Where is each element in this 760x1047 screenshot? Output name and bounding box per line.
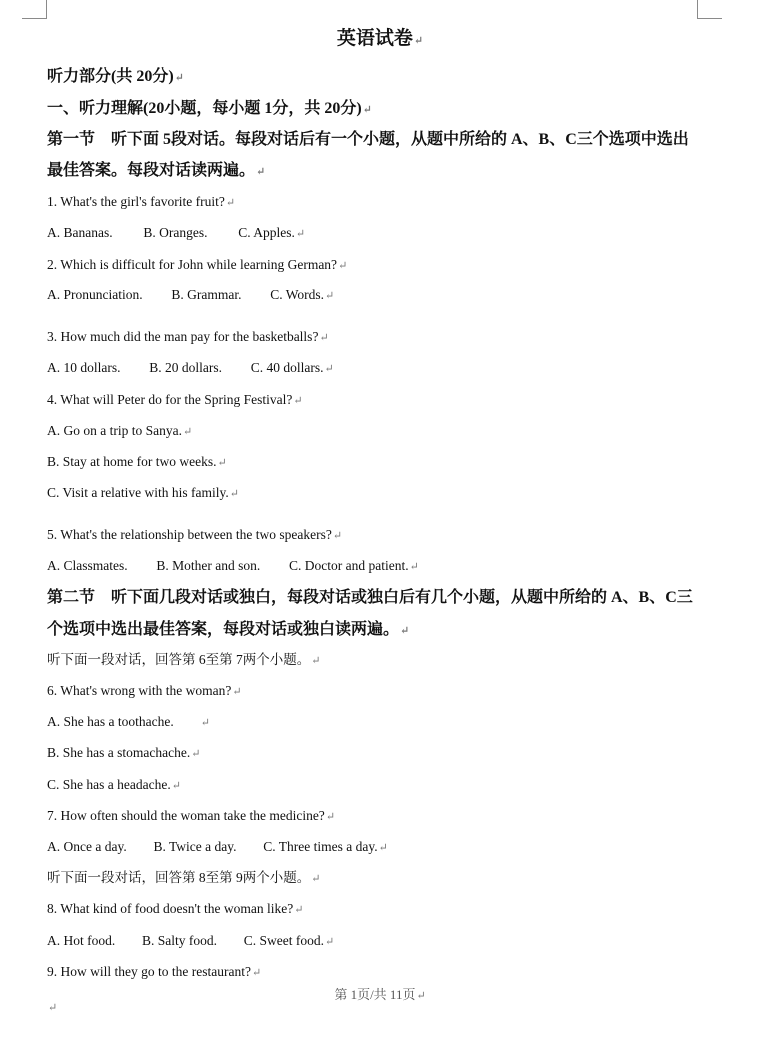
paragraph-mark-icon: ↵ xyxy=(200,717,210,729)
paragraph-mark-icon: ↵ xyxy=(338,260,348,272)
paragraph-mark-icon: ↵ xyxy=(319,332,329,344)
option-b: B. Twice a day. xyxy=(153,839,237,854)
paragraph-mark-icon: ↵ xyxy=(171,780,181,792)
paragraph-mark-icon: ↵ xyxy=(332,530,343,542)
question-4-option-a: A. Go on a trip to Sanya.↵ xyxy=(47,423,193,438)
paragraph-mark-icon: ↵ xyxy=(409,561,419,573)
option-b: B. Oranges. xyxy=(143,225,208,240)
instruction-q6-q7: 听下面一段对话，回答第 6至第 7两个小题。↵ xyxy=(47,652,321,667)
paragraph-mark-icon: ↵ xyxy=(294,904,304,916)
option-a: A. Bananas. xyxy=(47,225,113,240)
paragraph-mark-icon: ↵ xyxy=(413,35,424,47)
paragraph-mark-icon: ↵ xyxy=(378,842,388,854)
question-6-option-b: B. She has a stomachache.↵ xyxy=(47,745,201,760)
instruction-q8-q9: 听下面一段对话，回答第 8至第 9两个小题。↵ xyxy=(47,870,321,885)
subsection-1-instruction-cont: 最佳答案。每段对话读两遍。↵ xyxy=(47,162,266,179)
question-6-option-a: A. She has a toothache. ↵ xyxy=(47,714,210,729)
crop-mark-top-left xyxy=(22,0,47,19)
paragraph-mark-icon: ↵ xyxy=(416,990,426,1002)
question-5-options xyxy=(47,557,419,576)
option-b: B. Grammar. xyxy=(171,287,242,302)
page-footer: 第 1页/共 11页↵ xyxy=(334,987,426,1002)
paragraph-mark-icon: ↵ xyxy=(174,72,184,84)
question-4-option-b: B. Stay at home for two weeks.↵ xyxy=(47,454,227,469)
option-a: A. Classmates. xyxy=(47,558,128,573)
paragraph-mark-icon: ↵ xyxy=(362,104,372,116)
option-c: C. Three times a day. xyxy=(263,839,378,854)
paragraph-mark-icon: ↵ xyxy=(295,228,306,240)
question-3-options xyxy=(47,359,334,378)
empty-paragraph xyxy=(47,998,57,1017)
question-3: 3. How much did the man pay for the basketballs?↵ xyxy=(47,329,329,344)
question-1-options xyxy=(47,224,305,243)
option-b: B. 20 dollars. xyxy=(149,360,222,375)
option-a: A. 10 dollars. xyxy=(47,360,121,375)
paragraph-mark-icon: ↵ xyxy=(400,625,410,637)
option-b: B. Salty food. xyxy=(142,933,218,948)
paragraph-mark-icon: ↵ xyxy=(325,811,336,823)
paragraph-mark-icon: ↵ xyxy=(251,967,262,979)
paragraph-mark-icon: ↵ xyxy=(311,655,321,667)
option-a: A. Pronunciation. xyxy=(47,287,143,302)
option-c: C. Words. xyxy=(270,287,325,302)
option-b: B. Mother and son. xyxy=(156,558,261,573)
paragraph-mark-icon: ↵ xyxy=(311,873,321,885)
option-a: A. Hot food. xyxy=(47,933,116,948)
paragraph-mark-icon: ↵ xyxy=(325,290,335,302)
option-c: C. Apples. xyxy=(238,225,295,240)
paragraph-mark-icon: ↵ xyxy=(225,197,236,209)
paragraph-mark-icon: ↵ xyxy=(191,748,201,760)
question-4: 4. What will Peter do for the Spring Festival?↵ xyxy=(47,392,303,407)
question-8: 8. What kind of food doesn't the woman like?↵ xyxy=(47,901,304,916)
question-8-options xyxy=(47,932,334,951)
option-c: C. Doctor and patient. xyxy=(289,558,409,573)
question-6: 6. What's wrong with the woman?↵ xyxy=(47,683,242,698)
question-1: 1. What's the girl's favorite fruit?↵ xyxy=(47,194,236,209)
paragraph-mark-icon: ↵ xyxy=(232,686,242,698)
subsection-1-instruction: 第一节 听下面 5段对话。每段对话后有一个小题，从题中所给的 A、B、C三个选项中选出 xyxy=(47,131,689,148)
question-7-options xyxy=(47,838,388,857)
subsection-2-instruction-cont: 个选项中选出最佳答案，每段对话或独白读两遍。↵ xyxy=(47,621,410,638)
paragraph-mark-icon: ↵ xyxy=(182,426,193,438)
part-heading: 听力部分(共 20分)↵ xyxy=(47,68,184,85)
question-2-options xyxy=(47,286,334,305)
paragraph-mark-icon: ↵ xyxy=(229,488,240,500)
document-title: 英语试卷↵ xyxy=(336,28,424,49)
question-4-option-c: C. Visit a relative with his family.↵ xyxy=(47,485,240,500)
paragraph-mark-icon: ↵ xyxy=(325,936,335,948)
paragraph-mark-icon: ↵ xyxy=(217,457,227,469)
paragraph-mark-icon: ↵ xyxy=(256,166,266,178)
paragraph-mark-icon: ↵ xyxy=(48,1002,58,1014)
option-c: C. Sweet food. xyxy=(243,933,325,948)
option-a: A. Once a day. xyxy=(47,839,127,854)
crop-mark-top-right xyxy=(697,0,722,19)
section-heading: 一、听力理解(20小题，每小题 1分，共 20分)↵ xyxy=(47,100,372,117)
question-7: 7. How often should the woman take the medicine?↵ xyxy=(47,808,336,823)
subsection-2-instruction: 第二节 听下面几段对话或独白，每段对话或独白后有几个小题，从题中所给的 A、B、C三 xyxy=(47,589,693,606)
paragraph-mark-icon: ↵ xyxy=(293,395,303,407)
paragraph-mark-icon: ↵ xyxy=(324,363,334,375)
option-c: C. 40 dollars. xyxy=(250,360,324,375)
question-9: 9. How will they go to the restaurant?↵ xyxy=(47,964,262,979)
question-2: 2. Which is difficult for John while learning German?↵ xyxy=(47,257,348,272)
question-6-option-c: C. She has a headache.↵ xyxy=(47,777,181,792)
question-5: 5. What's the relationship between the two speakers?↵ xyxy=(47,527,343,542)
